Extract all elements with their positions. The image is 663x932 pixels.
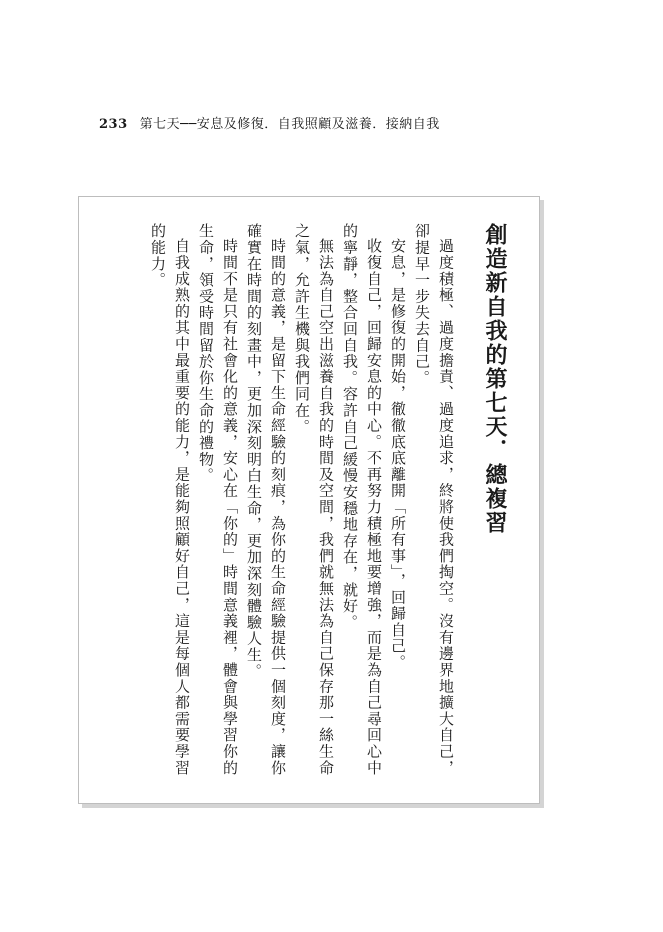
summary-box: [78, 196, 540, 804]
paragraph-2: 安息，是修復的開始，徹徹底底離開「所有事」，回歸自己。: [389, 238, 407, 671]
running-header: [99, 113, 440, 132]
paragraph-1: 過度積極、過度擔責、過度追求，終將使我們掏空。沒有邊界地擴大自己，卻提早一步失去自己。: [413, 223, 455, 776]
paragraph-5: 時間的意義，是留下生命經驗的刻痕，為你的生命經驗提供一個刻度，讓你確實在時間的刻畫中，更加深刻明白生命，更加深刻體驗人生。: [245, 223, 287, 776]
paragraph-4: 無法為自己空出滋養自我的時間及空間，我們就無法為自己保存那一絲生命之氣，允許生機與我們同在。: [293, 223, 335, 776]
paragraph-6: 時間不是只有社會化的意義，安心在「你的」時間意義裡，體會與學習你的生命，領受時間留於你生命的禮物。: [197, 223, 239, 776]
paragraph-7: 自我成熟的其中最重要的能力，是能夠照顧好自己，這是每個人都需要學習的能力。: [149, 223, 191, 776]
page-number: 233: [99, 117, 128, 132]
chapter-title: 第七天──安息及修復．自我照顧及滋養．接納自我: [139, 117, 440, 132]
paragraph-3: 收復自己，回歸安息的中心。不再努力積極地要增強，而是為自己尋回心中的寧靜，整合回自我。容許自己緩慢安穩地存在，就好。: [341, 223, 383, 776]
box-title: 創造新自我的第七天．總複習: [482, 223, 508, 535]
vertical-text-block: [146, 223, 511, 783]
